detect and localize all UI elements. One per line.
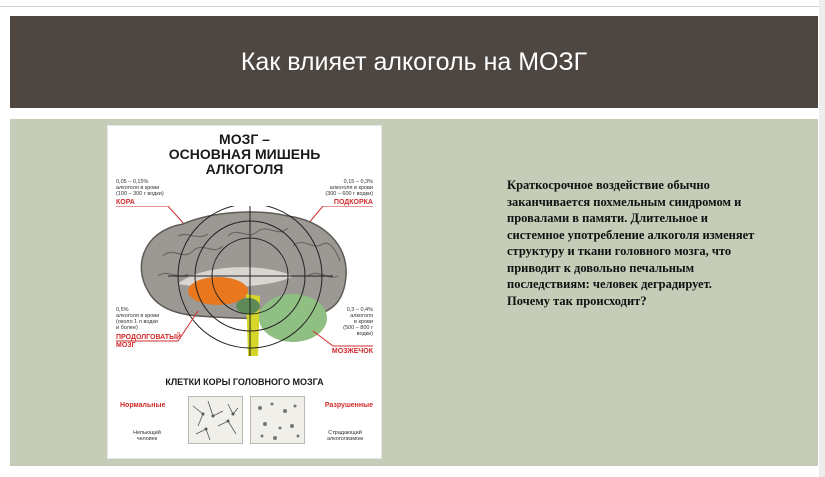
poster-title-line2: ОСНОВНАЯ МИШЕНЬ xyxy=(168,146,321,162)
slide-body-text: Краткосрочное воздействие обычно заканчивается похмельным синдромом и провалами в памяти. Длительное и системное употребление алкоголя изменяет структуру и ткани головного мозга, что приводит к довольно печальным последствиям: человек деградирует. Почему так происходит? xyxy=(507,178,755,308)
brain-illustration xyxy=(108,206,381,366)
slide-content xyxy=(10,119,818,466)
medulla-desc3: и более) xyxy=(116,325,138,331)
poster-title-line1: МОЗГ – xyxy=(219,131,270,147)
medulla-desc1: алкоголя в крови xyxy=(116,313,160,319)
medulla-desc2: (около 1 л водки xyxy=(116,319,158,325)
subcortex-label: ПОДКОРКА xyxy=(333,199,373,206)
medulla-label2: МОЗГ xyxy=(116,342,136,349)
cortex-label: КОРА xyxy=(116,199,135,206)
subcortex-desc1: алкоголя в крови xyxy=(329,185,373,191)
cells-title: КЛЕТКИ КОРЫ ГОЛОВНОГО МОЗГА xyxy=(165,377,324,387)
alcoholic-line1: Страдающий xyxy=(328,430,362,436)
brain-poster-image xyxy=(108,126,381,458)
slide xyxy=(10,16,818,468)
subcortex-desc2: (300 – 600 г водки) xyxy=(325,191,373,197)
cortex-desc1: алкоголя в крови xyxy=(116,185,160,191)
slide-title-bar xyxy=(10,16,818,108)
non-drinker-line2: человек xyxy=(136,436,158,442)
normal-cells-image xyxy=(188,396,243,444)
cerebellum-desc1: алкоголя xyxy=(350,313,373,319)
cortex-desc2: (100 – 300 г водки) xyxy=(116,191,164,197)
window-top-border xyxy=(0,6,825,7)
cerebellum-desc2: в крови xyxy=(354,319,373,325)
cerebellum-label: МОЗЖЕЧОК xyxy=(331,348,373,355)
alcoholic-line2: алкоголизмом xyxy=(326,436,364,442)
poster-title-line3: АЛКОГОЛЯ xyxy=(205,161,284,177)
scrollbar[interactable] xyxy=(819,0,825,477)
normal-label: Нормальные xyxy=(120,402,166,409)
destroyed-label: Разрушенные xyxy=(324,402,373,409)
destroyed-cells-image xyxy=(250,396,305,444)
cerebellum-desc4: водки) xyxy=(356,331,373,337)
medulla-label1: ПРОДОЛГОВАТЫЙ xyxy=(116,334,182,341)
cortex-dose: 0,05 – 0,15% xyxy=(116,179,149,185)
subcortex-dose: 0,15 – 0,3% xyxy=(343,179,373,185)
cerebellum-dose: 0,3 – 0,4% xyxy=(346,307,373,313)
medulla-dose: 0,5% xyxy=(116,307,129,313)
non-drinker-line1: Непьющий xyxy=(133,430,161,436)
cerebellum-desc3: (500 – 800 г xyxy=(343,325,373,331)
slide-title: Как влияет алкоголь на МОЗГ xyxy=(240,47,588,76)
